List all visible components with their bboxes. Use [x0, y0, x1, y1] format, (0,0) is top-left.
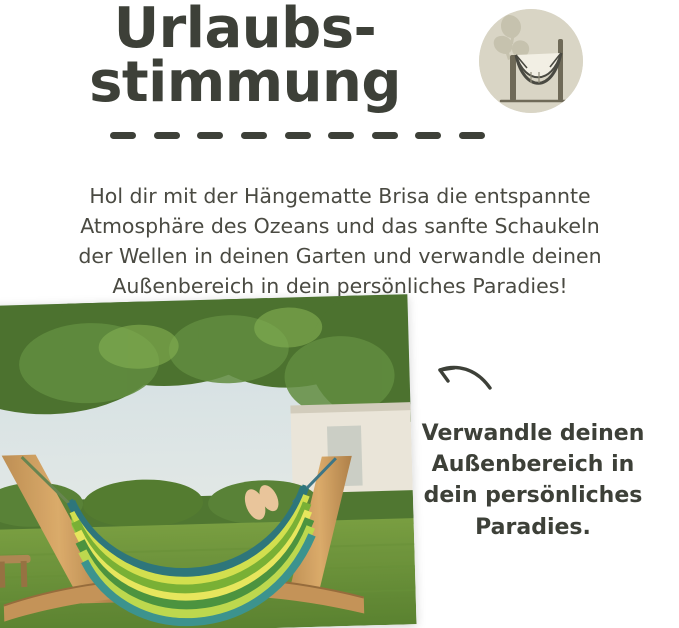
- divider-dash: [285, 132, 311, 139]
- divider-dash: [415, 132, 441, 139]
- divider-dash: [372, 132, 398, 139]
- divider-dash: [241, 132, 267, 139]
- page-title: [30, 0, 460, 116]
- dashed-divider: [110, 129, 485, 141]
- divider-dash: [459, 132, 485, 139]
- divider-dash: [110, 132, 136, 139]
- divider-dash: [328, 132, 354, 139]
- headline-section: [0, 0, 679, 140]
- divider-dash: [197, 132, 223, 139]
- hammock-garden-photo: [0, 294, 417, 628]
- note-line-3: dein persönliches: [423, 483, 643, 509]
- divider-dash: [154, 132, 180, 139]
- note-line-1: Verwandle deinen: [421, 421, 645, 446]
- headline-line-1: Urlaubs-: [113, 0, 377, 61]
- hammock-tree-badge-icon: [479, 9, 583, 113]
- note-line-4: Paradies.: [475, 514, 591, 540]
- curved-left-arrow-icon: [432, 362, 494, 394]
- note-line-2: Außenbereich in: [431, 452, 635, 478]
- callout-note: [408, 418, 658, 543]
- photo-image: [0, 294, 417, 628]
- headline-line-2: stimmung: [89, 50, 401, 116]
- intro-paragraph: Hol dir mit der Hängematte Brisa die entspannte Atmosphäre des Ozeans und das sanfte Schaukeln der Wellen in deinen Garten und verwandle deinen Außenbereich in dein persönliches Paradies!: [78, 183, 602, 299]
